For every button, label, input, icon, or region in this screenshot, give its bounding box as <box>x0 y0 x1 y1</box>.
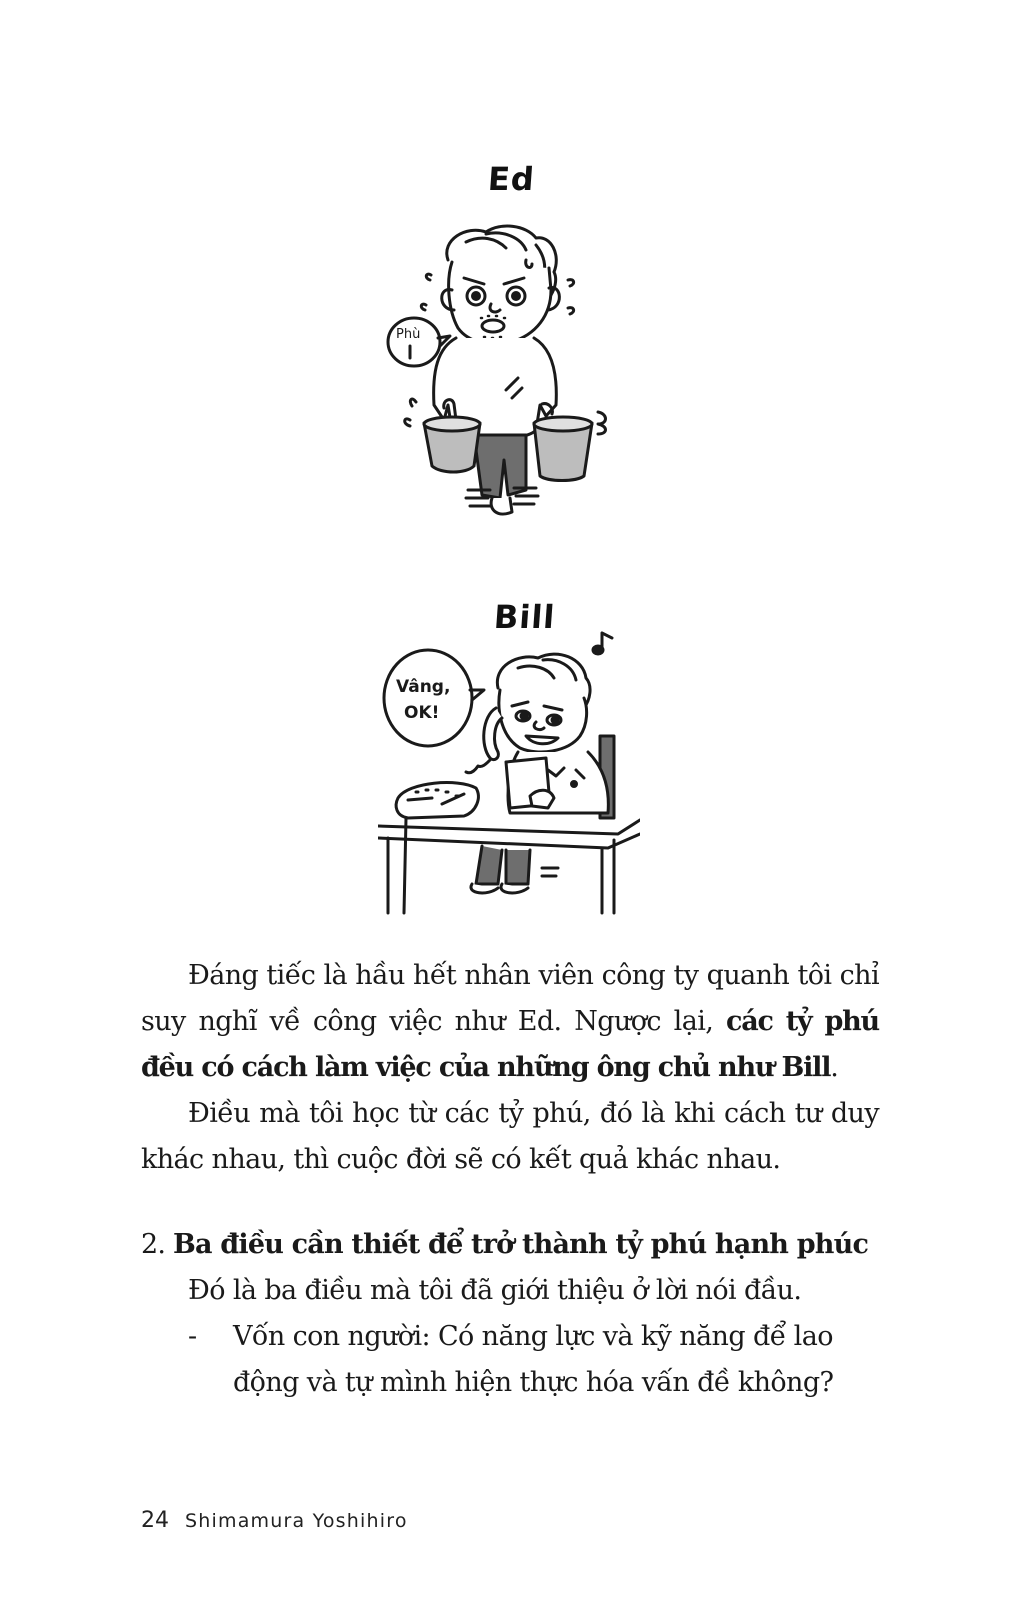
bill-illustration <box>378 628 640 918</box>
paragraph-mindset: Điều mà tôi học từ các tỷ phú, đó là khi cách tư duy khác nhau, thì cuộc đời sẽ có kết quả khác nhau. <box>141 1098 879 1175</box>
section-title: Ba điều cần thiết để trở thành tỷ phú hạnh phúc <box>172 1229 869 1260</box>
paragraph-text: Đáng tiếc là hầu hết nhân viên công ty quanh tôi chỉ suy nghĩ về công việc như Ed. Ngược lại, <box>141 960 879 1037</box>
page-footer <box>141 1508 408 1533</box>
list-item <box>141 1314 879 1406</box>
svg-text:OK!: OK! <box>404 703 440 723</box>
bill-caption: Bill <box>492 598 557 636</box>
section-number: 2. <box>141 1229 166 1260</box>
paragraph-end: . <box>830 1052 839 1083</box>
dash-bullet: - <box>188 1321 197 1352</box>
author-name: Shimamura Yoshihiro <box>185 1510 408 1532</box>
paragraph-ed-vs-bill <box>141 953 879 1091</box>
ed-illustration <box>386 220 636 535</box>
body-section-1 <box>141 953 879 1183</box>
paragraph-bold-text: các tỷ phú đều có cách làm việc của những ông chủ như Bill <box>141 1006 879 1083</box>
section-intro: Đó là ba điều mà tôi đã giới thiệu ở lời nói đầu. <box>188 1275 802 1306</box>
list-item-text: Vốn con người: Có năng lực và kỹ năng để lao động và tự mình hiện thực hóa vấn đề không? <box>233 1321 834 1398</box>
section-heading <box>141 1222 879 1268</box>
ed-caption: Ed <box>486 160 537 198</box>
svg-text:Phù: Phù <box>396 327 421 342</box>
svg-text:Vâng,: Vâng, <box>396 677 451 697</box>
body-section-2 <box>141 1222 879 1406</box>
page-number: 24 <box>141 1508 169 1533</box>
